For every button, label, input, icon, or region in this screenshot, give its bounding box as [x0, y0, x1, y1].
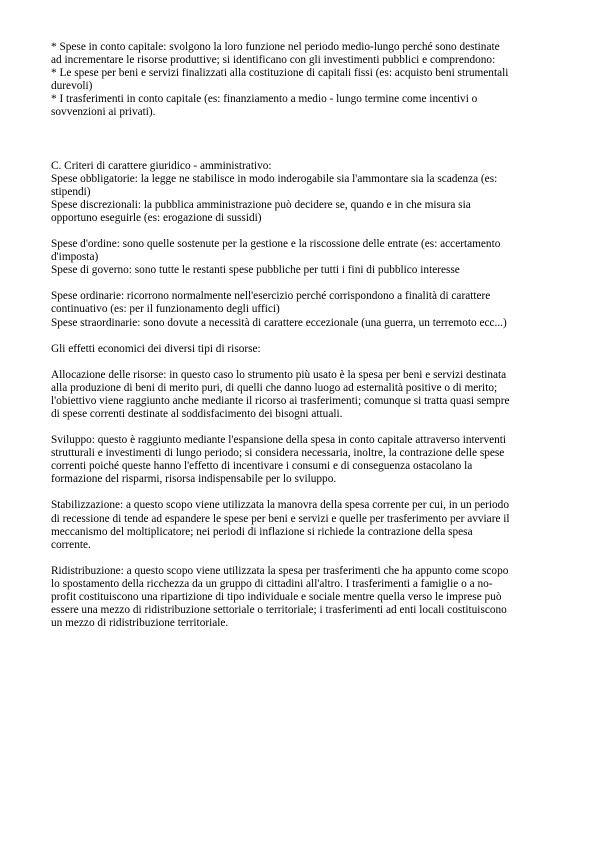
text-line: corrente. [51, 538, 91, 551]
spacer [51, 486, 551, 499]
section-heading: C. Criteri di carattere giuridico - amministrativo: [51, 159, 272, 172]
section-c [51, 160, 551, 225]
paragraph-spese-ordinarie [51, 290, 551, 329]
text-line: sovvenzioni ai privati). [51, 106, 156, 119]
paragraph-spese-ordine [51, 238, 551, 277]
text-line: Spese obbligatorie: la legge ne stabilisce in modo inderogabile sia l'ammontare sia la scadenza (es: [51, 172, 498, 185]
document-body [51, 41, 551, 630]
text-line: di spese correnti destinate al soddisfacimento dei bisogni attuali. [51, 407, 343, 420]
text-line: Spese ordinarie: ricorrono normalmente nell'esercizio perché corrispondono a finalità di carattere [51, 290, 491, 303]
spacer [51, 120, 551, 160]
text-line: Spese di governo: sono tutte le restanti spese pubbliche per tutti i fini di pubblico interesse [51, 264, 460, 277]
text-line: Sviluppo: questo è raggiunto mediante l'espansione della spesa in conto capitale attraverso interventi [51, 434, 507, 447]
text-line: strutturali e investimenti di lungo periodo; si considera necessaria, inoltre, la contrazione delle spese [51, 447, 505, 460]
text-line: Spese straordinarie: sono dovute a necessità di carattere eccezionale (una guerra, un terremoto ecc...) [51, 316, 507, 329]
paragraph-allocazione [51, 369, 551, 421]
text-line: di recessione di tende ad espandere le spese per beni e servizi e quelle per trasferimento per avviare il [51, 512, 510, 525]
text-line: ad incrementare le risorse produttive; si identificano con gli investimenti pubblici e comprendono: [51, 54, 496, 67]
text-line: Spese d'ordine: sono quelle sostenute per la gestione e la riscossione delle entrate (es: accertamento [51, 238, 501, 251]
text-line: essere una mezzo di ridistribuzione settoriale o territoriale; i trasferimenti ad enti locali costituiscono [51, 604, 507, 617]
text-line: opportuno eseguirle (es: erogazione di sussidi) [51, 211, 262, 224]
text-line: d'imposta) [51, 251, 99, 264]
text-line: * Spese in conto capitale: svolgono la loro funzione nel periodo medio-lungo perché sono destinate [51, 41, 500, 53]
text-line: * Le spese per beni e servizi finalizzati alla costituzione di capitali fissi (es: acquisto beni strumentali [51, 67, 509, 80]
text-line: l'obiettivo viene raggiunto anche mediante il ricorso ai trasferimenti; comunque si tratta quasi sempre [51, 394, 510, 407]
text-line: Stabilizzazione: a questo scopo viene utilizzata la manovra della spesa corrente per cui, in un periodo [51, 499, 509, 512]
text-line: profit costituiscono una ripartizione di tipo individuale e sociale mentre quella verso le imprese può [51, 591, 502, 603]
spacer [51, 421, 551, 434]
text-line: Spese discrezionali: la pubblica amministrazione può decidere se, quando e in che misura sia [51, 198, 471, 211]
text-line: lo spostamento della ricchezza da un gruppo di cittadini all'altro. I trasferimenti a famiglie o a no- [51, 577, 493, 590]
text-line: stipendi) [51, 185, 91, 198]
spacer [51, 552, 551, 565]
paragraph-ridistribuzione [51, 565, 551, 630]
text-line: correnti poiché queste hanno l'effetto di incentivare i consumi e di conseguenza ostacolano la [51, 460, 473, 473]
text-line: durevoli) [51, 80, 93, 93]
spacer [51, 277, 551, 290]
spacer [51, 356, 551, 369]
effetti-heading: Gli effetti economici dei diversi tipi di risorse: [51, 342, 261, 355]
spacer [51, 330, 551, 343]
text-line: formazione del risparmi, risorsa indispensabile per lo sviluppo. [51, 473, 337, 486]
text-line: meccanismo del moltiplicatore; nei periodi di inflazione si richiede la contrazione della spesa [51, 525, 473, 538]
text-line: Allocazione delle risorse: in questo caso lo strumento più usato è la spesa per beni e servizi destinata [51, 368, 507, 381]
paragraph-sviluppo [51, 434, 551, 486]
paragraph-stabilizzazione [51, 499, 551, 551]
text-line: un mezzo di ridistribuzione territoriale. [51, 617, 229, 630]
text-line: alla produzione di beni di merito puri, di quelli che danno luogo ad esternalità positive o di merito; [51, 381, 498, 394]
text-line: continuativo (es: per il funzionamento degli uffici) [51, 303, 280, 316]
spacer [51, 225, 551, 238]
text-line: * I trasferimenti in conto capitale (es: finanziamento a medio - lungo termine come incentivi o [51, 93, 478, 106]
paragraph-spese-conto-capitale [51, 41, 551, 120]
text-line: Ridistribuzione: a questo scopo viene utilizzata la spesa per trasferimenti che ha appunto come scopo [51, 564, 509, 577]
